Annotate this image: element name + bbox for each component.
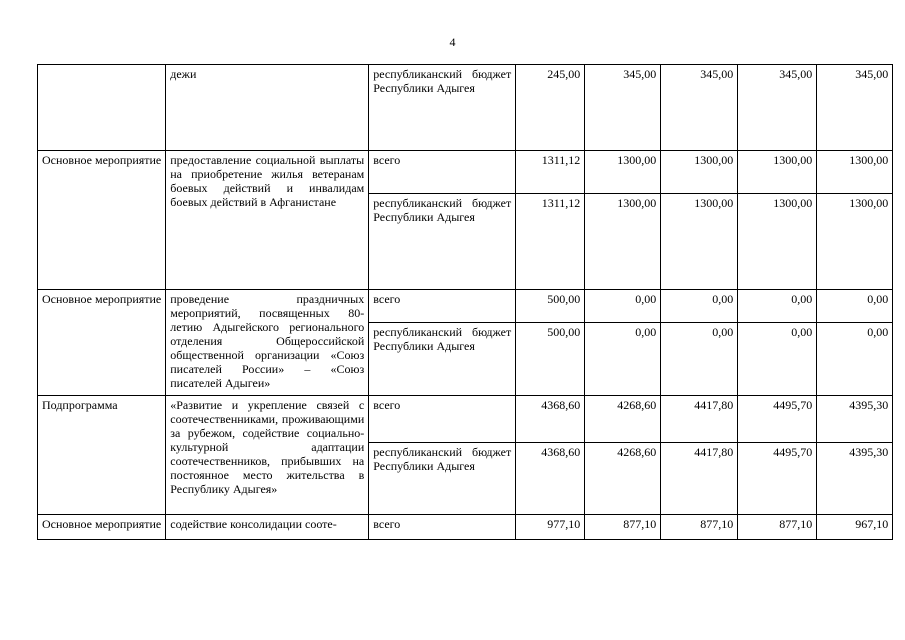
total-value-cell: 4268,60 bbox=[585, 396, 661, 443]
total-value-cell: 4417,80 bbox=[661, 396, 738, 443]
total-label-cell: всего bbox=[369, 151, 516, 194]
value-cell: 4495,70 bbox=[738, 443, 817, 515]
row-description-cell: предоставление социальной выплаты на приобретение жилья ветеранам боевых действий и инвалидам боевых действий в Афганистане bbox=[166, 151, 369, 290]
total-value-cell: 877,10 bbox=[738, 515, 817, 540]
total-value-cell: 877,10 bbox=[661, 515, 738, 540]
total-value-cell: 0,00 bbox=[817, 290, 893, 323]
value-cell: 245,00 bbox=[516, 65, 585, 151]
row-description-cell: проведение праздничных мероприятий, посвященных 80-летию Адыгейского регионального отделения Общероссийской общественной организации «Союз писателей России» – «Союз писателей Адыгеи» bbox=[166, 290, 369, 396]
value-cell: 4268,60 bbox=[585, 443, 661, 515]
total-value-cell: 977,10 bbox=[516, 515, 585, 540]
value-cell: 345,00 bbox=[661, 65, 738, 151]
value-cell: 0,00 bbox=[738, 323, 817, 396]
total-value-cell: 4368,60 bbox=[516, 396, 585, 443]
total-value-cell: 4495,70 bbox=[738, 396, 817, 443]
total-label-cell: всего bbox=[369, 290, 516, 323]
value-cell: 1300,00 bbox=[661, 194, 738, 290]
value-cell: 4368,60 bbox=[516, 443, 585, 515]
total-value-cell: 877,10 bbox=[585, 515, 661, 540]
total-value-cell: 967,10 bbox=[817, 515, 893, 540]
row-description-cell: содействие консолидации сооте- bbox=[166, 515, 369, 540]
total-value-cell: 0,00 bbox=[585, 290, 661, 323]
total-value-cell: 4395,30 bbox=[817, 396, 893, 443]
value-cell: 345,00 bbox=[817, 65, 893, 151]
row-type-cell: Основное мероприятие bbox=[38, 515, 166, 540]
total-value-cell: 1300,00 bbox=[738, 151, 817, 194]
total-label-cell: всего bbox=[369, 396, 516, 443]
row-type-cell bbox=[38, 65, 166, 151]
value-cell: 345,00 bbox=[585, 65, 661, 151]
value-cell: 0,00 bbox=[585, 323, 661, 396]
page-number: 4 bbox=[449, 35, 456, 49]
value-cell: 345,00 bbox=[738, 65, 817, 151]
table-row bbox=[38, 290, 893, 323]
value-cell: 1300,00 bbox=[817, 194, 893, 290]
row-description-cell: дежи bbox=[166, 65, 369, 151]
total-value-cell: 0,00 bbox=[738, 290, 817, 323]
value-cell: 0,00 bbox=[817, 323, 893, 396]
table-row bbox=[38, 151, 893, 194]
value-cell: 1300,00 bbox=[585, 194, 661, 290]
row-description-cell: «Развитие и укрепление связей с соотечественниками, проживающими за рубежом, содействие социально- культурной адаптации соотечественников, прибывших на постоянное место жительства в Республику Адыгея» bbox=[166, 396, 369, 515]
budget-table bbox=[37, 64, 893, 540]
value-cell: 4417,80 bbox=[661, 443, 738, 515]
total-value-cell: 0,00 bbox=[661, 290, 738, 323]
row-type-cell: Подпрограмма bbox=[38, 396, 166, 515]
value-cell: 0,00 bbox=[661, 323, 738, 396]
total-value-cell: 1311,12 bbox=[516, 151, 585, 194]
funding-source-cell: республиканский бюджет Республики Адыгея bbox=[369, 443, 516, 515]
total-value-cell: 500,00 bbox=[516, 290, 585, 323]
funding-source-cell: республиканский бюджет Республики Адыгея bbox=[369, 65, 516, 151]
table-row bbox=[38, 65, 893, 151]
total-label-cell: всего bbox=[369, 515, 516, 540]
table-row bbox=[38, 396, 893, 443]
row-type-cell: Основное мероприятие bbox=[38, 151, 166, 290]
value-cell: 1311,12 bbox=[516, 194, 585, 290]
value-cell: 4395,30 bbox=[817, 443, 893, 515]
total-value-cell: 1300,00 bbox=[661, 151, 738, 194]
table-row bbox=[38, 515, 893, 540]
row-type-cell: Основное мероприятие bbox=[38, 290, 166, 396]
funding-source-cell: республиканский бюджет Республики Адыгея bbox=[369, 323, 516, 396]
funding-source-cell: республиканский бюджет Республики Адыгея bbox=[369, 194, 516, 290]
value-cell: 1300,00 bbox=[738, 194, 817, 290]
total-value-cell: 1300,00 bbox=[585, 151, 661, 194]
total-value-cell: 1300,00 bbox=[817, 151, 893, 194]
value-cell: 500,00 bbox=[516, 323, 585, 396]
